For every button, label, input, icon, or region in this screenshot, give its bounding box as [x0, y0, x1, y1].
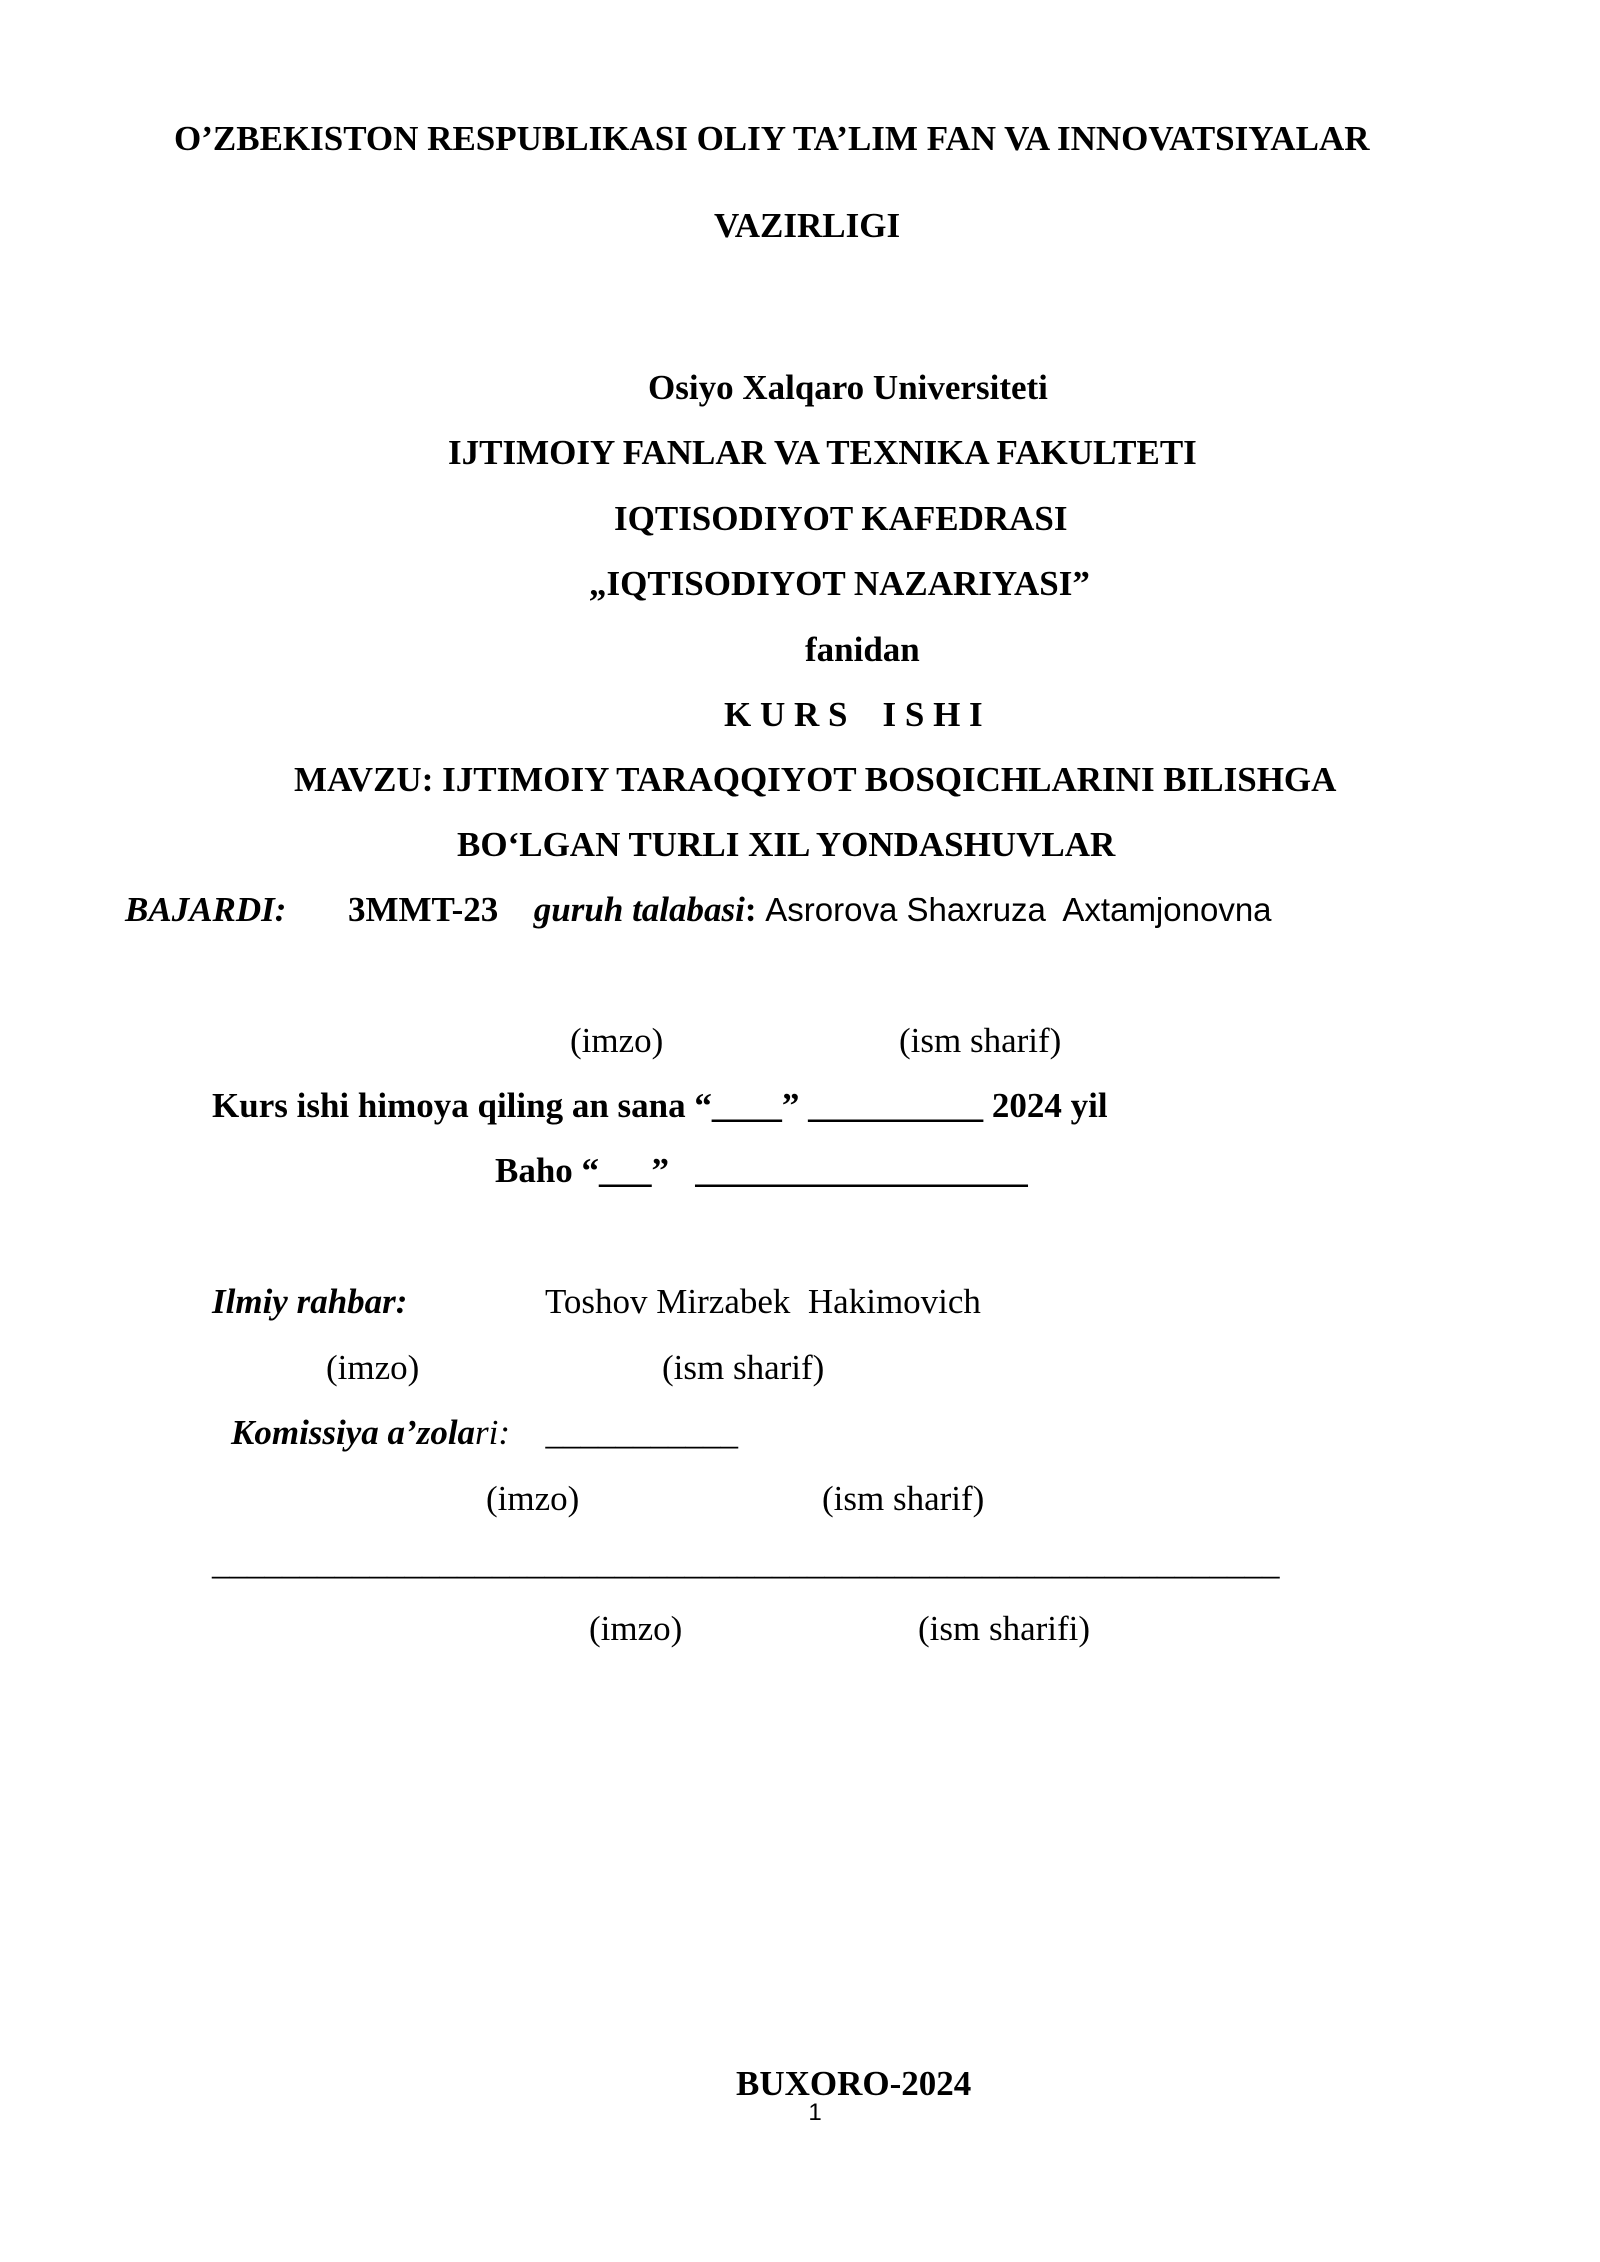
subject-name: „IQTISODIYOT NAZARIYASI” — [589, 564, 1090, 603]
ministry-title-line2: VAZIRLIGI — [714, 206, 901, 245]
supervisor-signature-label: (imzo) — [326, 1348, 420, 1387]
defense-date-line: Kurs ishi himoya qiling an sana “____” __________ 2024 yil — [212, 1086, 1108, 1125]
performer-colon: : — [744, 890, 757, 929]
commission-row — [231, 1411, 738, 1455]
page-number: 1 — [808, 2099, 822, 2126]
work-type-title: K U R S I S H I — [724, 695, 983, 734]
university-name: Osiyo Xalqaro Universiteti — [648, 368, 1048, 407]
signature-label: (imzo) — [570, 1021, 664, 1060]
name-label: (ism sharif) — [899, 1021, 1062, 1060]
subject-suffix: fanidan — [805, 630, 920, 669]
department-name: IQTISODIYOT KAFEDRASI — [614, 499, 1068, 538]
supervisor-name: Toshov Mirzabek Hakimovich — [545, 1282, 981, 1321]
commission-signature-line: _____________________________________________________________ — [212, 1543, 1280, 1582]
commission-signature-label-2: (imzo) — [589, 1609, 683, 1648]
performer-group: 3MMT-23 — [347, 890, 499, 929]
commission-signature-label: (imzo) — [486, 1479, 580, 1518]
topic-line1: MAVZU: IJTIMOIY TARAQQIYOT BOSQICHLARINI BILISHGA — [294, 760, 1337, 799]
commission-name-label-2: (ism sharifi) — [918, 1609, 1091, 1648]
city-year: BUXORO-2024 — [736, 2064, 972, 2103]
ministry-title-line1: O’ZBEKISTON RESPUBLIKASI OLIY TA’LIM FAN VA INNOVATSIYALAR — [174, 119, 1370, 158]
commission-label-suffix: ri: — [475, 1413, 511, 1452]
topic-line2: BO‘LGAN TURLI XIL YONDASHUVLAR — [457, 825, 1116, 864]
commission-blank: ___________ — [545, 1413, 739, 1452]
performer-group-suffix: guruh talabasi — [533, 890, 745, 929]
performer-row — [125, 888, 1272, 932]
performer-name: Asrorova Shaxruza Axtamjonovna — [765, 891, 1272, 928]
supervisor-name-label: (ism sharif) — [662, 1348, 825, 1387]
grade-line: Baho “___” ___________________ — [495, 1151, 1028, 1190]
commission-name-label: (ism sharif) — [822, 1479, 985, 1518]
performer-label: BAJARDI: — [125, 890, 287, 929]
commission-label: Komissiya a’zola — [231, 1413, 476, 1452]
faculty-name: IJTIMOIY FANLAR VA TEXNIKA FAKULTETI — [448, 433, 1197, 472]
supervisor-label: Ilmiy rahbar: — [212, 1282, 408, 1321]
